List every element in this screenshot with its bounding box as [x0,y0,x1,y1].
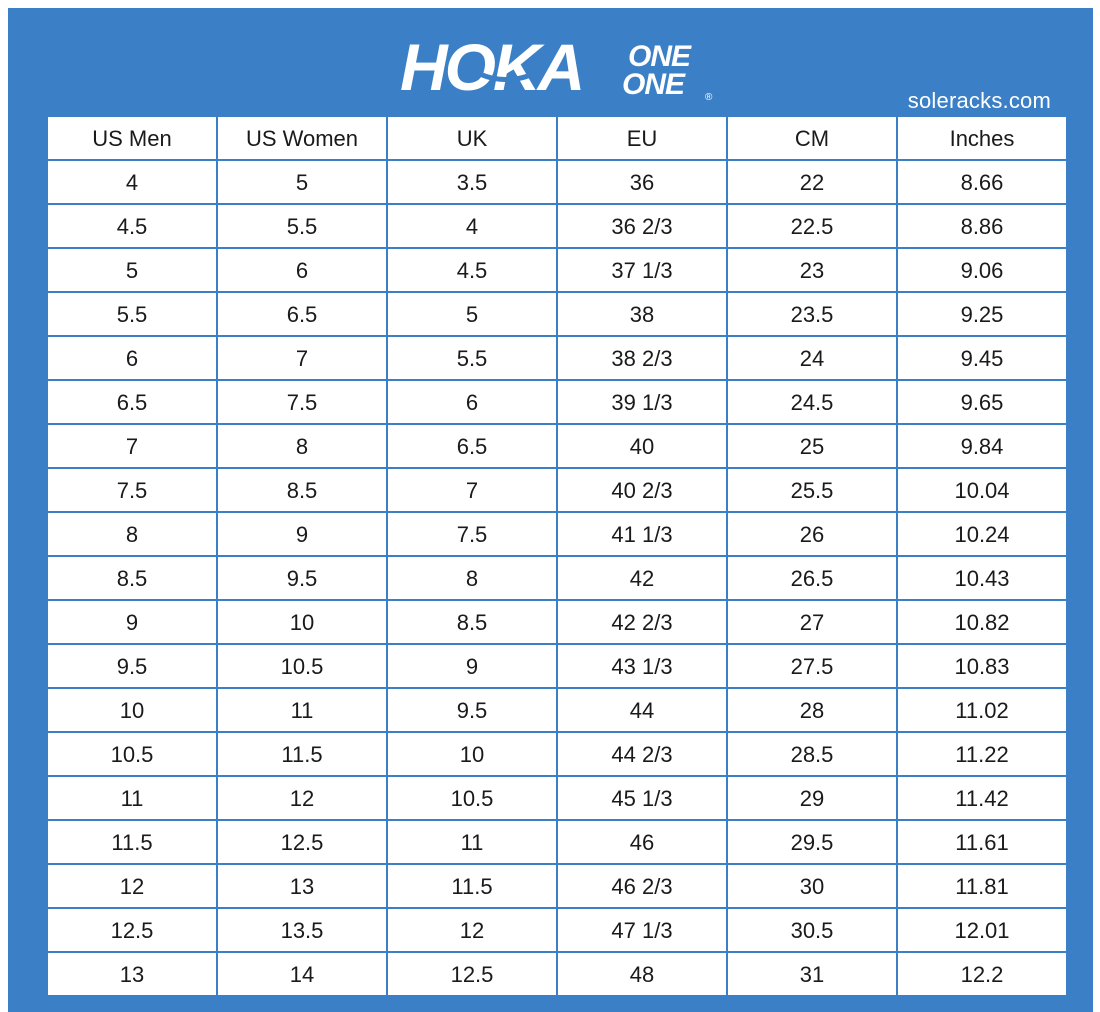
cell-us-men: 4.5 [47,204,217,248]
cell-us-women: 14 [217,952,387,996]
cell-us-women: 8 [217,424,387,468]
cell-inches: 10.24 [897,512,1067,556]
cell-us-women: 12 [217,776,387,820]
cell-us-women: 7 [217,336,387,380]
cell-us-women: 10 [217,600,387,644]
cell-uk: 7.5 [387,512,557,556]
cell-us-men: 9.5 [47,644,217,688]
header-cm: CM [727,116,897,160]
cell-us-women: 10.5 [217,644,387,688]
cell-uk: 3.5 [387,160,557,204]
cell-eu: 46 2/3 [557,864,727,908]
cell-cm: 27.5 [727,644,897,688]
cell-uk: 10 [387,732,557,776]
cell-uk: 9.5 [387,688,557,732]
cell-uk: 8.5 [387,600,557,644]
table-row [47,952,1067,996]
table-row [47,776,1067,820]
cell-cm: 29.5 [727,820,897,864]
cell-cm: 22.5 [727,204,897,248]
table-row [47,380,1067,424]
cell-cm: 28.5 [727,732,897,776]
cell-eu: 37 1/3 [557,248,727,292]
header-us-men: US Men [47,116,217,160]
cell-inches: 11.42 [897,776,1067,820]
cell-uk: 11.5 [387,864,557,908]
cell-cm: 23.5 [727,292,897,336]
cell-eu: 38 2/3 [557,336,727,380]
cell-us-men: 13 [47,952,217,996]
cell-eu: 39 1/3 [557,380,727,424]
cell-inches: 9.65 [897,380,1067,424]
cell-eu: 40 2/3 [557,468,727,512]
size-conversion-table [46,115,1068,997]
table-row [47,204,1067,248]
header-inches: Inches [897,116,1067,160]
cell-us-men: 6.5 [47,380,217,424]
table-row [47,336,1067,380]
table-row [47,688,1067,732]
cell-eu: 46 [557,820,727,864]
cell-eu: 42 [557,556,727,600]
header-us-women: US Women [217,116,387,160]
cell-cm: 24.5 [727,380,897,424]
cell-uk: 6.5 [387,424,557,468]
cell-us-men: 7 [47,424,217,468]
logo-main-text: HOKA [400,30,583,104]
cell-eu: 38 [557,292,727,336]
cell-inches: 11.02 [897,688,1067,732]
table-body [47,160,1067,996]
cell-us-men: 10 [47,688,217,732]
cell-us-women: 5.5 [217,204,387,248]
table-row [47,864,1067,908]
table-header-row [47,116,1067,160]
cell-cm: 30 [727,864,897,908]
cell-uk: 4 [387,204,557,248]
cell-uk: 8 [387,556,557,600]
cell-uk: 5.5 [387,336,557,380]
cell-us-men: 12.5 [47,908,217,952]
cell-eu: 48 [557,952,727,996]
cell-inches: 9.45 [897,336,1067,380]
hoka-logo-graphic [400,28,730,108]
table-row [47,468,1067,512]
cell-inches: 10.43 [897,556,1067,600]
cell-eu: 41 1/3 [557,512,727,556]
table-row [47,908,1067,952]
cell-us-men: 8.5 [47,556,217,600]
cell-us-women: 7.5 [217,380,387,424]
cell-us-men: 11.5 [47,820,217,864]
logo-registered-mark: ® [705,92,713,103]
cell-uk: 11 [387,820,557,864]
table-row [47,732,1067,776]
cell-us-men: 11 [47,776,217,820]
cell-eu: 36 [557,160,727,204]
cell-inches: 8.86 [897,204,1067,248]
table-row [47,600,1067,644]
cell-us-women: 9 [217,512,387,556]
table-row [47,512,1067,556]
cell-cm: 26.5 [727,556,897,600]
cell-cm: 24 [727,336,897,380]
cell-eu: 47 1/3 [557,908,727,952]
cell-us-women: 12.5 [217,820,387,864]
cell-us-women: 13.5 [217,908,387,952]
cell-inches: 12.2 [897,952,1067,996]
cell-inches: 10.83 [897,644,1067,688]
cell-us-women: 5 [217,160,387,204]
cell-inches: 9.84 [897,424,1067,468]
cell-us-women: 6 [217,248,387,292]
cell-uk: 12 [387,908,557,952]
cell-eu: 45 1/3 [557,776,727,820]
cell-uk: 7 [387,468,557,512]
cell-uk: 5 [387,292,557,336]
cell-us-women: 11 [217,688,387,732]
cell-us-women: 11.5 [217,732,387,776]
table-row [47,248,1067,292]
cell-cm: 26 [727,512,897,556]
cell-uk: 12.5 [387,952,557,996]
cell-eu: 43 1/3 [557,644,727,688]
table-row [47,424,1067,468]
table-row [47,160,1067,204]
cell-us-women: 9.5 [217,556,387,600]
cell-us-men: 5 [47,248,217,292]
logo-sub-top-text: ONE [628,40,691,73]
cell-cm: 31 [727,952,897,996]
cell-eu: 40 [557,424,727,468]
cell-cm: 29 [727,776,897,820]
cell-inches: 11.61 [897,820,1067,864]
cell-inches: 8.66 [897,160,1067,204]
cell-us-men: 10.5 [47,732,217,776]
cell-cm: 27 [727,600,897,644]
cell-uk: 6 [387,380,557,424]
cell-us-women: 6.5 [217,292,387,336]
cell-uk: 10.5 [387,776,557,820]
cell-eu: 36 2/3 [557,204,727,248]
header-eu: EU [557,116,727,160]
cell-us-men: 9 [47,600,217,644]
cell-eu: 44 [557,688,727,732]
cell-eu: 42 2/3 [557,600,727,644]
cell-cm: 30.5 [727,908,897,952]
cell-inches: 9.25 [897,292,1067,336]
cell-uk: 9 [387,644,557,688]
cell-us-men: 6 [47,336,217,380]
cell-us-men: 5.5 [47,292,217,336]
cell-inches: 9.06 [897,248,1067,292]
header-uk: UK [387,116,557,160]
hoka-one-one-logo [400,28,730,108]
cell-cm: 22 [727,160,897,204]
cell-inches: 11.22 [897,732,1067,776]
table-row [47,556,1067,600]
cell-us-women: 13 [217,864,387,908]
table-row [47,644,1067,688]
cell-cm: 25.5 [727,468,897,512]
table-row [47,292,1067,336]
cell-us-men: 4 [47,160,217,204]
cell-uk: 4.5 [387,248,557,292]
cell-us-women: 8.5 [217,468,387,512]
cell-us-men: 8 [47,512,217,556]
cell-us-men: 7.5 [47,468,217,512]
table-row [47,820,1067,864]
cell-cm: 28 [727,688,897,732]
cell-eu: 44 2/3 [557,732,727,776]
source-label: soleracks.com [907,88,1051,113]
cell-inches: 11.81 [897,864,1067,908]
size-chart-frame [8,8,1093,1012]
cell-inches: 10.82 [897,600,1067,644]
cell-us-men: 12 [47,864,217,908]
cell-inches: 10.04 [897,468,1067,512]
cell-inches: 12.01 [897,908,1067,952]
cell-cm: 25 [727,424,897,468]
logo-sub-bottom-text: ONE [622,68,685,101]
cell-cm: 23 [727,248,897,292]
